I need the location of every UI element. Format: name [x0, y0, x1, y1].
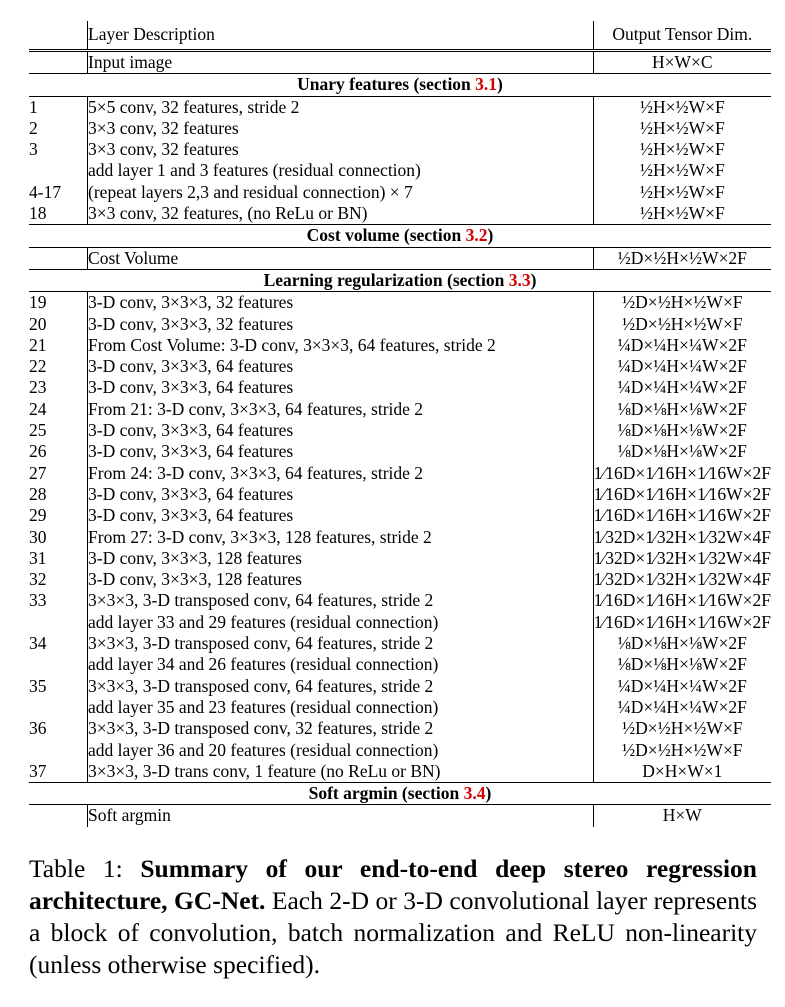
layer-description: 3-D conv, 3×3×3, 64 features	[88, 377, 594, 398]
output-dim: ½D×½H×½W×F	[622, 739, 743, 760]
layer-number: 27	[29, 462, 47, 483]
layer-description: add layer 36 and 20 features (residual connection)	[88, 740, 594, 761]
layer-description: Cost Volume	[88, 247, 594, 269]
layer-description: 5×5 conv, 32 features, stride 2	[88, 96, 594, 118]
layer-number: 31	[29, 547, 47, 568]
output-dim: ¼D×¼H×¼W×2F	[617, 675, 747, 696]
architecture-table	[29, 21, 771, 827]
layer-number: 21	[29, 334, 47, 355]
layer-description: 3-D conv, 3×3×3, 64 features	[88, 484, 594, 505]
table-row	[29, 805, 771, 827]
table-row	[29, 247, 771, 269]
table-header-row	[29, 21, 771, 51]
layer-description: add layer 33 and 29 features (residual connection)	[88, 612, 594, 633]
layer-description: 3-D conv, 3×3×3, 64 features	[88, 420, 594, 441]
output-dim: ½D×½H×½W×F	[622, 313, 743, 334]
table-row	[29, 139, 771, 160]
table-row	[29, 377, 771, 398]
layer-number: 25	[29, 420, 47, 441]
output-dim: ¼D×¼H×¼W×2F	[617, 356, 747, 377]
layer-description: 3×3 conv, 32 features	[88, 118, 594, 139]
table-row	[29, 697, 771, 718]
layer-description: 3×3×3, 3-D transposed conv, 64 features, stride 2	[88, 590, 594, 611]
layer-number: 29	[29, 505, 47, 526]
table-row	[29, 463, 771, 484]
table-row	[29, 761, 771, 783]
layer-description: 3-D conv, 3×3×3, 32 features	[88, 292, 594, 314]
layer-description: 3×3×3, 3-D transposed conv, 32 features, stride 2	[88, 718, 594, 739]
section-header	[29, 225, 771, 247]
table-row	[29, 420, 771, 441]
section-title-text: Learning regularization (section	[263, 269, 509, 290]
header-description: Layer Description	[88, 21, 594, 51]
layer-description: From 24: 3-D conv, 3×3×3, 64 features, stride 2	[88, 463, 594, 484]
header-layer	[29, 21, 88, 51]
layer-description: 3×3×3, 3-D transposed conv, 64 features, stride 2	[88, 633, 594, 654]
layer-description: From Cost Volume: 3-D conv, 3×3×3, 64 features, stride 2	[88, 335, 594, 356]
table-row	[29, 399, 771, 420]
table-row	[29, 612, 771, 633]
output-dim: ¼D×¼H×¼W×2F	[617, 334, 747, 355]
section-header	[29, 783, 771, 805]
layer-number: 19	[29, 292, 47, 313]
output-dim: ½H×½W×F	[639, 117, 725, 138]
table-row	[29, 676, 771, 697]
section-ref-link[interactable]: 3.4	[463, 783, 486, 804]
caption-bold: Summary of our end-to-end deep stereo regression architecture, GC-Net.	[29, 854, 757, 915]
table-caption	[29, 853, 757, 981]
layer-number	[29, 740, 88, 761]
section-title-close: )	[487, 225, 494, 246]
input-output: H×W×C	[593, 51, 771, 74]
input-layer	[29, 51, 88, 74]
section-title-text: Unary features (section	[297, 74, 476, 95]
layer-number	[29, 654, 88, 675]
section-title	[29, 783, 771, 805]
table-row	[29, 96, 771, 118]
section-header	[29, 269, 771, 291]
output-dim: ⅛D×⅛H×⅛W×2F	[617, 654, 747, 675]
output-dim: 1⁄16D×1⁄16H×1⁄16W×2F	[593, 483, 771, 504]
section-ref-link[interactable]: 3.3	[508, 269, 531, 290]
output-dim: ½H×½W×F	[639, 139, 725, 160]
layer-number: 37	[29, 760, 47, 781]
layer-description: 3-D conv, 3×3×3, 128 features	[88, 569, 594, 590]
table-row	[29, 654, 771, 675]
output-dim: ⅛D×⅛H×⅛W×2F	[617, 398, 747, 419]
layer-description: 3×3 conv, 32 features, (no ReLu or BN)	[88, 203, 594, 225]
table-row	[29, 505, 771, 526]
table-row	[29, 356, 771, 377]
section-title-close: )	[530, 269, 537, 290]
layer-number: 28	[29, 483, 47, 504]
layer-description: 3×3 conv, 32 features	[88, 139, 594, 160]
table-row	[29, 740, 771, 761]
layer-number: 3	[29, 139, 38, 160]
output-dim: 1⁄32D×1⁄32H×1⁄32W×4F	[593, 526, 771, 547]
layer-number: 2	[29, 117, 38, 138]
layer-number	[29, 612, 88, 633]
layer-number: 30	[29, 526, 47, 547]
layer-number: 36	[29, 718, 47, 739]
layer-description: From 27: 3-D conv, 3×3×3, 128 features, stride 2	[88, 527, 594, 548]
output-dim: ½D×½H×½W×2F	[617, 247, 747, 268]
output-dim: D×H×W×1	[642, 760, 723, 781]
table-body	[29, 51, 771, 827]
layer-number: 18	[29, 203, 47, 224]
layer-description: 3-D conv, 3×3×3, 64 features	[88, 441, 594, 462]
header-output: Output Tensor Dim.	[612, 24, 753, 45]
output-dim: ⅛D×⅛H×⅛W×2F	[617, 633, 747, 654]
output-dim: ½H×½W×F	[639, 181, 725, 202]
section-title-close: )	[497, 74, 503, 95]
layer-description: 3×3×3, 3-D trans conv, 1 feature (no ReLu or BN)	[88, 761, 594, 783]
section-title-text: Cost volume (section	[306, 225, 466, 246]
table-row	[29, 548, 771, 569]
layer-description: add layer 1 and 3 features (residual connection)	[88, 160, 594, 181]
layer-number: 34	[29, 633, 47, 654]
output-dim: H×W	[662, 805, 702, 826]
layer-description: add layer 35 and 23 features (residual connection)	[88, 697, 594, 718]
output-dim: 1⁄16D×1⁄16H×1⁄16W×2F	[593, 462, 771, 483]
layer-description: 3-D conv, 3×3×3, 128 features	[88, 548, 594, 569]
layer-description: 3-D conv, 3×3×3, 32 features	[88, 314, 594, 335]
output-dim: ¼D×¼H×¼W×2F	[617, 696, 747, 717]
layer-description: add layer 34 and 26 features (residual connection)	[88, 654, 594, 675]
output-dim: ¼D×¼H×¼W×2F	[617, 377, 747, 398]
table-row	[29, 203, 771, 225]
layer-number: 22	[29, 356, 47, 377]
layer-number	[29, 247, 88, 269]
section-ref-link[interactable]: 3.2	[465, 225, 488, 246]
table-row	[29, 569, 771, 590]
layer-description: Soft argmin	[88, 805, 594, 827]
output-dim: ½H×½W×F	[639, 160, 725, 181]
layer-number	[29, 805, 88, 827]
layer-description: From 21: 3-D conv, 3×3×3, 64 features, stride 2	[88, 399, 594, 420]
layer-description: 3×3×3, 3-D transposed conv, 64 features, stride 2	[88, 676, 594, 697]
table-row	[29, 335, 771, 356]
input-row	[29, 51, 771, 74]
caption-label: Table 1:	[29, 854, 141, 883]
table-row	[29, 182, 771, 203]
layer-number: 35	[29, 675, 47, 696]
output-dim: ⅛D×⅛H×⅛W×2F	[617, 441, 747, 462]
output-dim: 1⁄16D×1⁄16H×1⁄16W×2F	[593, 611, 771, 632]
layer-number: 4-17	[29, 181, 62, 202]
output-dim: 1⁄16D×1⁄16H×1⁄16W×2F	[593, 590, 771, 611]
section-title	[29, 74, 771, 96]
table-row	[29, 484, 771, 505]
table-row	[29, 527, 771, 548]
layer-number: 32	[29, 569, 47, 590]
input-description: Input image	[88, 51, 594, 74]
output-dim: ⅛D×⅛H×⅛W×2F	[617, 420, 747, 441]
layer-description: 3-D conv, 3×3×3, 64 features	[88, 505, 594, 526]
output-dim: ½H×½W×F	[639, 96, 725, 117]
layer-number: 26	[29, 441, 47, 462]
section-ref-link[interactable]: 3.1	[475, 74, 498, 95]
output-dim: 1⁄16D×1⁄16H×1⁄16W×2F	[593, 505, 771, 526]
section-title-close: )	[485, 783, 492, 804]
layer-number: 24	[29, 398, 47, 419]
table-row	[29, 292, 771, 314]
section-title-text: Soft argmin (section	[308, 783, 464, 804]
output-dim: ½H×½W×F	[639, 203, 725, 224]
layer-description: (repeat layers 2,3 and residual connection) × 7	[88, 182, 594, 203]
table-row	[29, 718, 771, 739]
layer-number: 20	[29, 313, 47, 334]
layer-number	[29, 160, 88, 181]
output-dim: ½D×½H×½W×F	[622, 718, 743, 739]
caption-text: Each 2-D or 3-D convolutional layer represents a block of convolution, batch normalization and ReLU non-linearity (unless otherwise specified).	[29, 886, 757, 979]
table-row	[29, 590, 771, 611]
layer-description: 3-D conv, 3×3×3, 64 features	[88, 356, 594, 377]
table-row	[29, 118, 771, 139]
table-row	[29, 314, 771, 335]
output-dim: ½D×½H×½W×F	[622, 292, 743, 313]
layer-number: 23	[29, 377, 47, 398]
section-title	[29, 269, 771, 291]
layer-number: 33	[29, 590, 47, 611]
table-row	[29, 160, 771, 181]
table-row	[29, 441, 771, 462]
output-dim: 1⁄32D×1⁄32H×1⁄32W×4F	[593, 547, 771, 568]
section-title	[29, 225, 771, 247]
section-header	[29, 74, 771, 96]
output-dim: 1⁄32D×1⁄32H×1⁄32W×4F	[593, 569, 771, 590]
layer-number: 1	[29, 96, 38, 117]
table-row	[29, 633, 771, 654]
layer-number	[29, 697, 88, 718]
